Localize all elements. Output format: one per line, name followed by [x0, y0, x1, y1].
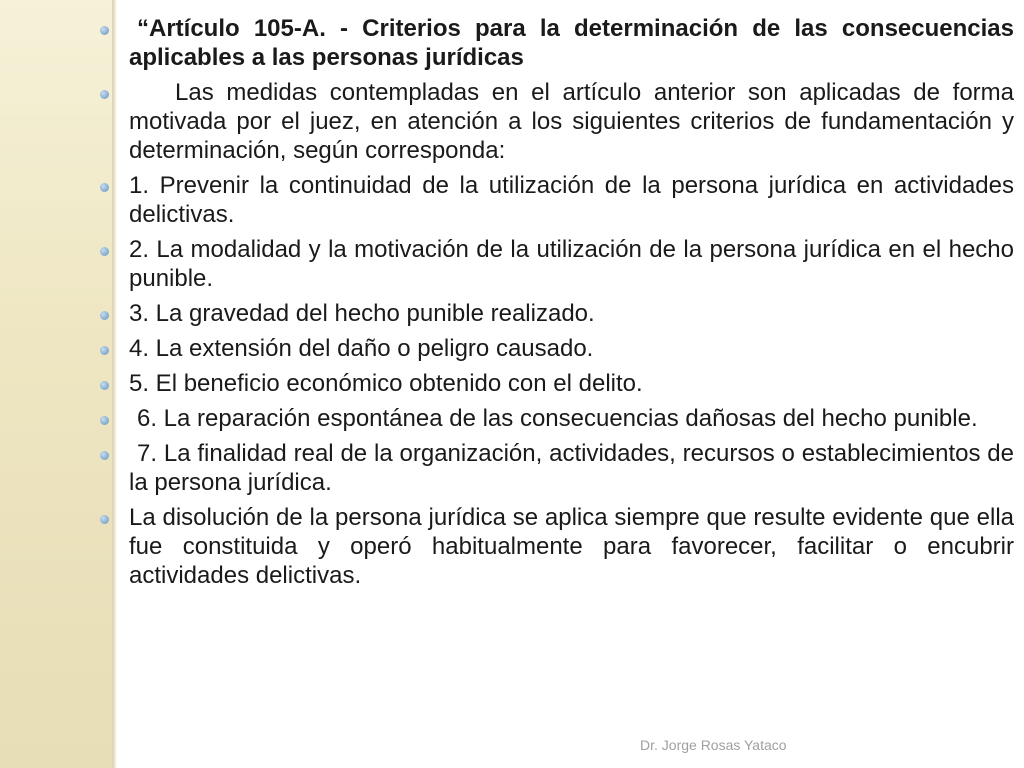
criterion-5: 5. El beneficio económico obtenido con el delito. [129, 370, 643, 397]
bullet-list [100, 14, 1014, 590]
bullet-icon [100, 381, 109, 390]
list-item [100, 299, 1014, 328]
criterion-7: 7. La finalidad real de la organización, actividades, recursos o establecimientos de la persona jurídica. [129, 440, 1014, 496]
bullet-icon [100, 416, 109, 425]
list-item [100, 369, 1014, 398]
intro-paragraph: Las medidas contempladas en el artículo anterior son aplicadas de forma motivada por el juez, en atención a los siguientes criterios de fundamentación y determinación, según corresponda: [129, 79, 1014, 164]
bullet-icon [100, 26, 109, 35]
slide-content [100, 14, 1014, 596]
bullet-icon [100, 451, 109, 460]
bullet-icon [100, 515, 109, 524]
list-item [100, 503, 1014, 590]
criterion-2: 2. La modalidad y la motivación de la utilización de la persona jurídica en el hecho punible. [129, 236, 1014, 292]
list-item [100, 171, 1014, 229]
criterion-1: 1. Prevenir la continuidad de la utilización de la persona jurídica en actividades delictivas. [129, 172, 1014, 228]
criterion-6: 6. La reparación espontánea de las consecuencias dañosas del hecho punible. [137, 405, 978, 432]
list-item [100, 334, 1014, 363]
list-item [100, 235, 1014, 293]
article-heading [100, 14, 1014, 72]
bullet-icon [100, 90, 109, 99]
article-heading-text: “Artículo 105-A. - Criterios para la determinación de las consecuencias aplicables a las personas jurídicas [129, 15, 1014, 71]
list-item [100, 404, 1014, 433]
list-item [100, 439, 1014, 497]
list-item [100, 78, 1014, 165]
bullet-icon [100, 183, 109, 192]
bullet-icon [100, 247, 109, 256]
decorative-side-band [0, 0, 112, 768]
footer-author: Dr. Jorge Rosas Yataco [640, 737, 787, 753]
bullet-icon [100, 346, 109, 355]
dissolution-paragraph: La disolución de la persona jurídica se aplica siempre que resulte evidente que ella fue constituida y operó habitualmente para favorecer, facilitar o encubrir actividades delictivas. [129, 504, 1014, 589]
criterion-4: 4. La extensión del daño o peligro causado. [129, 335, 594, 362]
criterion-3: 3. La gravedad del hecho punible realizado. [129, 300, 595, 327]
bullet-icon [100, 311, 109, 320]
